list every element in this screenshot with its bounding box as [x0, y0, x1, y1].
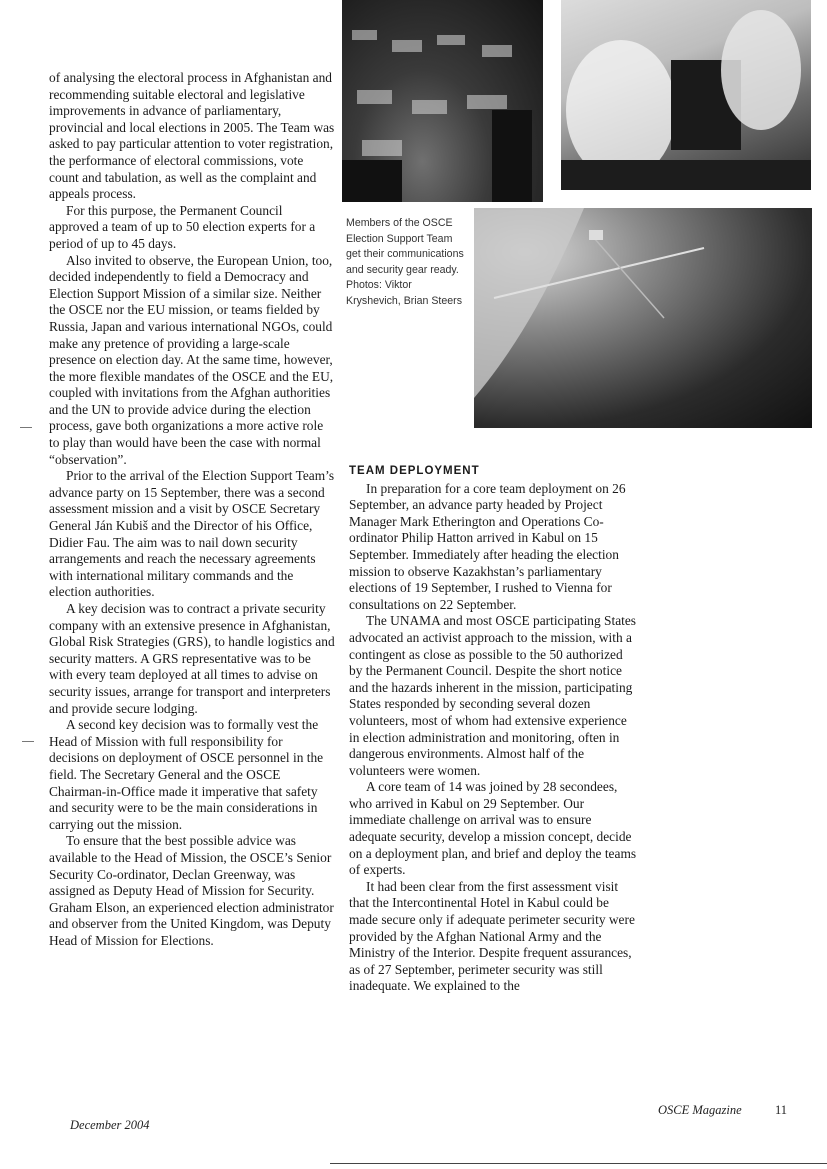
paragraph: Prior to the arrival of the Election Support Team’s advance party on 15 September, there was a second assessment mission and a visit by OSCE Secretary General Ján Kubiš and the Director of his Office, Didier Fau. The aim was to nail down security arrangements and reach the necessary agreements with international military commands and the election authorities. — [49, 468, 335, 600]
footer-magazine-title: OSCE Magazine — [658, 1103, 742, 1117]
photo-caption: Members of the OSCE Election Support Team get their communications and security gear ready. Photos: Viktor Kryshevich, Brian Steers — [346, 217, 464, 307]
paragraph: A second key decision was to formally vest the Head of Mission with full responsibility for decisions on deployment of OSCE personnel in the field. The Secretary General and the OSCE Chairman-in-Office made it imperative that safety and security were to be the main considerations in carrying out the mission. — [49, 717, 324, 832]
right-text-column — [349, 463, 639, 995]
paragraph: A key decision was to contract a private security company with an extensive presence in Afghanistan, Global Risk Strategies (GRS), to handle logistics and security matters. A GRS representative was to be with every team deployed at all times to advise on security issues, arrange for transport and interpreters and provide secure lodging. — [49, 601, 335, 716]
photo-satellite-dish — [474, 208, 812, 428]
page-number: 11 — [775, 1103, 788, 1117]
margin-mark — [22, 741, 34, 742]
footer-date: December 2004 — [70, 1118, 150, 1132]
bottom-rule — [330, 1163, 827, 1164]
photo-team-room — [342, 0, 543, 202]
paragraph: In preparation for a core team deployment on 26 September, an advance party headed by Project Manager Mark Etherington and Operations Co-ordinator Philip Hatton arrived in Kabul on 15 September. Immediately after heading the election mission to observe Kazakhstan’s parliamentary elections of 19 September, I rushed to Vienna for consultations on 22 September. — [349, 480, 626, 612]
photo-gear-preparation — [561, 0, 811, 190]
paragraph: It had been clear from the first assessment visit that the Intercontinental Hotel in Kabul could be made secure only if adequate perimeter security were provided by the Afghan National Army and the Ministry of the Interior. Despite frequent assurances, as of 27 September, perimeter security was still inadequate. We explained to the — [349, 878, 635, 994]
section-heading: TEAM DEPLOYMENT — [349, 465, 480, 477]
paragraph: A core team of 14 was joined by 28 secondees, who arrived in Kabul on 29 September. Our immediate challenge on arrival was to ensure adequate security, develop a mission concept, decide on a deployment plan, and brief and deploy the teams of experts. — [349, 779, 637, 878]
paragraph: of analysing the electoral process in Afghanistan and recommending suitable electoral and legislative improvements in advance of parliamentary, provincial and local elections in 2005. The Team was asked to pay particular attention to voter registration, the performance of electoral commissions, vote count and tabulation, as well as the complaint and appeals process. — [49, 70, 335, 202]
left-text-column — [49, 70, 335, 949]
paragraph: To ensure that the best possible advice was available to the Head of Mission, the OSCE’s Senior Security Co-ordinator, Declan Greenway, was assigned as Deputy Head of Mission for Security. Graham Elson, an experienced election administrator and observer from the United Kingdom, was Deputy Head of Mission for Elections. — [49, 833, 334, 948]
paragraph: The UNAMA and most OSCE participating States advocated an activist approach to the mission, with a contingent as close as possible to the 50 authorized by the Permanent Council. Despite the short notice and the hazards inherent in the mission, participating States responded by seconding several dozen volunteers, most of whom had extensive experience in election administration and monitoring, often in dangerous environments. Almost half of the volunteers were women. — [349, 613, 637, 778]
paragraph: For this purpose, the Permanent Council approved a team of up to 50 election experts for a period of up to 45 days. — [49, 202, 316, 251]
paragraph: Also invited to observe, the European Union, too, decided independently to field a Democracy and Election Support Mission of a similar size. Neither the OSCE nor the EU mission, or teams fielded by Russia, Japan and various international NGOs, could make any pretence of providing a large-scale presence on election day. At the same time, however, the more flexible mandates of the OSCE and the EU, coupled with invitations from the Afghan authorities and the UN to provide advice during the election process, gave both organizations a more active role to play than would have been the case with normal “observation”. — [49, 252, 334, 467]
margin-mark — [20, 427, 32, 428]
